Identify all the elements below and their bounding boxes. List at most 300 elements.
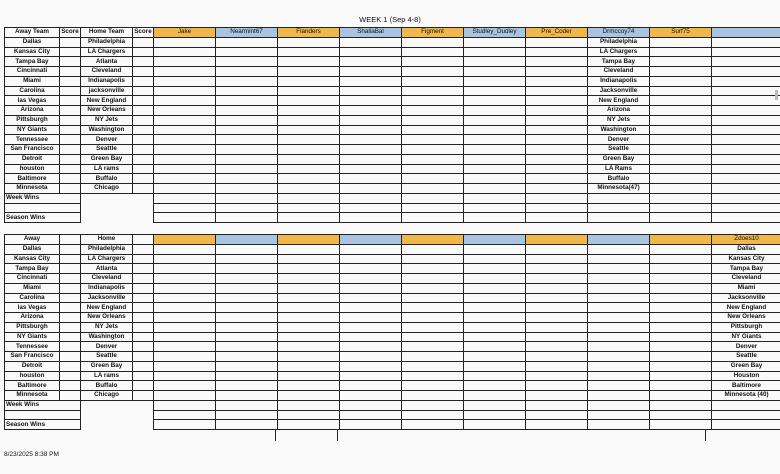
pick-cell[interactable] [216, 391, 278, 401]
pick-cell[interactable] [340, 145, 402, 155]
wins-cell[interactable] [650, 400, 712, 410]
away-score-cell[interactable] [60, 86, 81, 96]
pick-cell[interactable] [216, 274, 278, 284]
pick-cell[interactable] [278, 381, 340, 391]
pick-cell[interactable] [464, 264, 526, 274]
pick-cell[interactable]: Buffalo [588, 174, 650, 184]
pick-cell[interactable] [464, 391, 526, 401]
pick-cell[interactable] [526, 86, 588, 96]
pick-cell[interactable] [216, 283, 278, 293]
pick-cell[interactable] [340, 115, 402, 125]
pick-cell[interactable] [712, 135, 780, 145]
wins-cell[interactable] [402, 400, 464, 410]
wins-cell[interactable] [650, 213, 712, 223]
pick-cell[interactable] [712, 86, 780, 96]
wins-cell[interactable] [154, 203, 216, 213]
home-score-cell[interactable] [133, 283, 154, 293]
pick-cell[interactable] [464, 254, 526, 264]
pick-cell[interactable] [216, 37, 278, 47]
wins-cell[interactable] [340, 213, 402, 223]
pick-cell[interactable] [216, 135, 278, 145]
pick-cell[interactable] [650, 57, 712, 67]
pick-cell[interactable] [464, 96, 526, 106]
wins-cell[interactable] [154, 400, 216, 410]
wins-cell[interactable] [154, 193, 216, 203]
pick-cell[interactable] [464, 76, 526, 86]
away-score-cell[interactable] [60, 283, 81, 293]
pick-cell[interactable] [464, 37, 526, 47]
away-score-cell[interactable] [60, 106, 81, 116]
pick-cell[interactable] [154, 352, 216, 362]
pick-cell[interactable] [526, 57, 588, 67]
pick-cell[interactable]: Green Bay [712, 361, 780, 371]
pick-cell[interactable] [588, 342, 650, 352]
pick-cell[interactable] [402, 154, 464, 164]
home-score-cell[interactable] [133, 293, 154, 303]
pick-cell[interactable] [464, 57, 526, 67]
away-score-cell[interactable] [60, 115, 81, 125]
pick-cell[interactable] [526, 145, 588, 155]
away-score-cell[interactable] [60, 125, 81, 135]
pick-cell[interactable] [650, 174, 712, 184]
pick-cell[interactable] [216, 106, 278, 116]
pick-cell[interactable] [154, 342, 216, 352]
home-score-cell[interactable] [133, 361, 154, 371]
home-score-cell[interactable] [133, 274, 154, 284]
pick-cell[interactable] [154, 361, 216, 371]
home-score-cell[interactable] [133, 342, 154, 352]
pick-cell[interactable] [154, 106, 216, 116]
pick-cell[interactable] [650, 332, 712, 342]
home-score-cell[interactable] [133, 264, 154, 274]
wins-cell[interactable] [588, 420, 650, 430]
pick-cell[interactable] [216, 47, 278, 57]
pick-cell[interactable] [402, 76, 464, 86]
pick-cell[interactable] [154, 381, 216, 391]
pick-cell[interactable] [154, 154, 216, 164]
pick-cell[interactable] [402, 303, 464, 313]
pick-cell[interactable] [216, 164, 278, 174]
home-score-cell[interactable] [133, 371, 154, 381]
pick-cell[interactable] [278, 391, 340, 401]
pick-cell[interactable] [154, 274, 216, 284]
pick-cell[interactable]: New England [588, 96, 650, 106]
wins-cell[interactable] [712, 193, 780, 203]
pick-cell[interactable] [588, 244, 650, 254]
pick-cell[interactable]: Tampa Bay [588, 57, 650, 67]
pick-cell[interactable]: Kansas City [712, 254, 780, 264]
pick-cell[interactable] [154, 371, 216, 381]
pick-cell[interactable]: Miami [712, 283, 780, 293]
wins-cell[interactable] [464, 400, 526, 410]
wins-cell[interactable] [650, 193, 712, 203]
pick-cell[interactable] [588, 391, 650, 401]
pick-cell[interactable]: Houston [712, 371, 780, 381]
wins-cell[interactable] [464, 203, 526, 213]
pick-cell[interactable]: Denver [712, 342, 780, 352]
wins-cell[interactable] [712, 410, 780, 420]
pick-cell[interactable] [278, 154, 340, 164]
wins-cell[interactable] [464, 420, 526, 430]
wins-cell[interactable] [154, 213, 216, 223]
pick-cell[interactable] [402, 164, 464, 174]
pick-cell[interactable] [464, 164, 526, 174]
pick-cell[interactable] [340, 76, 402, 86]
pick-cell[interactable] [526, 244, 588, 254]
pick-cell[interactable] [650, 391, 712, 401]
pick-cell[interactable] [278, 244, 340, 254]
pick-cell[interactable] [340, 244, 402, 254]
pick-cell[interactable] [154, 293, 216, 303]
pick-cell[interactable]: Baltimore [712, 381, 780, 391]
pick-cell[interactable]: Tampa Bay [712, 264, 780, 274]
pick-cell[interactable] [526, 154, 588, 164]
away-score-cell[interactable] [60, 342, 81, 352]
pick-cell[interactable] [216, 322, 278, 332]
pick-cell[interactable] [216, 184, 278, 194]
pick-cell[interactable] [650, 115, 712, 125]
wins-cell[interactable] [588, 400, 650, 410]
pick-cell[interactable] [650, 67, 712, 77]
away-score-cell[interactable] [60, 184, 81, 194]
pick-cell[interactable] [526, 76, 588, 86]
pick-cell[interactable] [712, 184, 780, 194]
pick-cell[interactable] [402, 57, 464, 67]
pick-cell[interactable] [340, 96, 402, 106]
pick-cell[interactable] [526, 37, 588, 47]
pick-cell[interactable] [154, 47, 216, 57]
pick-cell[interactable] [216, 145, 278, 155]
home-score-cell[interactable] [133, 352, 154, 362]
pick-cell[interactable] [402, 184, 464, 194]
pick-cell[interactable] [464, 106, 526, 116]
pick-cell[interactable] [278, 371, 340, 381]
pick-cell[interactable] [588, 313, 650, 323]
pick-cell[interactable] [464, 381, 526, 391]
wins-cell[interactable] [154, 410, 216, 420]
pick-cell[interactable] [712, 47, 780, 57]
pick-cell[interactable] [216, 371, 278, 381]
pick-cell[interactable] [402, 332, 464, 342]
pick-cell[interactable] [278, 322, 340, 332]
wins-cell[interactable] [216, 193, 278, 203]
pick-cell[interactable] [712, 106, 780, 116]
pick-cell[interactable] [340, 274, 402, 284]
pick-cell[interactable]: Jacksonville [712, 293, 780, 303]
pick-cell[interactable] [154, 76, 216, 86]
wins-cell[interactable] [340, 400, 402, 410]
wins-cell[interactable] [464, 193, 526, 203]
pick-cell[interactable] [526, 283, 588, 293]
pick-cell[interactable] [402, 342, 464, 352]
pick-cell[interactable] [278, 283, 340, 293]
pick-cell[interactable] [526, 332, 588, 342]
pick-cell[interactable] [340, 47, 402, 57]
pick-cell[interactable] [464, 244, 526, 254]
wins-cell[interactable] [464, 410, 526, 420]
pick-cell[interactable] [278, 342, 340, 352]
pick-cell[interactable] [650, 106, 712, 116]
pick-cell[interactable] [278, 135, 340, 145]
pick-cell[interactable] [402, 174, 464, 184]
pick-cell[interactable] [402, 274, 464, 284]
pick-cell[interactable] [154, 115, 216, 125]
pick-cell[interactable] [340, 37, 402, 47]
pick-cell[interactable]: LA Rams [588, 164, 650, 174]
pick-cell[interactable] [340, 332, 402, 342]
pick-cell[interactable] [650, 164, 712, 174]
pick-cell[interactable]: Minnesota(47) [588, 184, 650, 194]
home-score-cell[interactable] [133, 174, 154, 184]
pick-cell[interactable] [278, 37, 340, 47]
pick-cell[interactable] [526, 47, 588, 57]
pick-cell[interactable] [650, 352, 712, 362]
pick-cell[interactable] [650, 145, 712, 155]
pick-cell[interactable] [526, 125, 588, 135]
away-score-cell[interactable] [60, 57, 81, 67]
pick-cell[interactable] [464, 352, 526, 362]
away-score-cell[interactable] [60, 313, 81, 323]
pick-cell[interactable] [712, 125, 780, 135]
pick-cell[interactable] [464, 135, 526, 145]
pick-cell[interactable] [464, 86, 526, 96]
pick-cell[interactable] [340, 86, 402, 96]
pick-cell[interactable] [340, 361, 402, 371]
pick-cell[interactable] [650, 254, 712, 264]
away-score-cell[interactable] [60, 371, 81, 381]
pick-cell[interactable] [216, 342, 278, 352]
home-score-cell[interactable] [133, 164, 154, 174]
home-score-cell[interactable] [133, 106, 154, 116]
pick-cell[interactable] [216, 313, 278, 323]
pick-cell[interactable] [402, 293, 464, 303]
pick-cell[interactable] [216, 293, 278, 303]
pick-cell[interactable] [588, 254, 650, 264]
pick-cell[interactable]: NY Giants [712, 332, 780, 342]
pick-cell[interactable]: Seattle [588, 145, 650, 155]
home-score-cell[interactable] [133, 391, 154, 401]
pick-cell[interactable] [216, 76, 278, 86]
pick-cell[interactable] [650, 96, 712, 106]
pick-cell[interactable] [402, 86, 464, 96]
pick-cell[interactable] [154, 184, 216, 194]
pick-cell[interactable] [340, 303, 402, 313]
home-score-cell[interactable] [133, 332, 154, 342]
pick-cell[interactable] [464, 371, 526, 381]
pick-cell[interactable] [278, 313, 340, 323]
pick-cell[interactable]: NY Jets [588, 115, 650, 125]
away-score-cell[interactable] [60, 164, 81, 174]
pick-cell[interactable] [402, 106, 464, 116]
pick-cell[interactable]: New Orleans [712, 313, 780, 323]
wins-cell[interactable] [216, 400, 278, 410]
pick-cell[interactable] [464, 332, 526, 342]
pick-cell[interactable] [464, 154, 526, 164]
pick-cell[interactable] [340, 381, 402, 391]
pick-cell[interactable] [464, 47, 526, 57]
pick-cell[interactable] [712, 76, 780, 86]
pick-cell[interactable] [154, 37, 216, 47]
wins-cell[interactable] [216, 410, 278, 420]
pick-cell[interactable]: Seattle [712, 352, 780, 362]
wins-cell[interactable] [278, 203, 340, 213]
pick-cell[interactable] [154, 174, 216, 184]
pick-cell[interactable] [650, 293, 712, 303]
home-score-cell[interactable] [133, 86, 154, 96]
home-score-cell[interactable] [133, 154, 154, 164]
pick-cell[interactable] [278, 184, 340, 194]
pick-cell[interactable] [340, 322, 402, 332]
pick-cell[interactable] [216, 86, 278, 96]
pick-cell[interactable] [588, 303, 650, 313]
pick-cell[interactable] [402, 264, 464, 274]
wins-cell[interactable] [278, 400, 340, 410]
pick-cell[interactable] [526, 254, 588, 264]
wins-cell[interactable] [526, 400, 588, 410]
home-score-cell[interactable] [133, 313, 154, 323]
pick-cell[interactable] [154, 244, 216, 254]
pick-cell[interactable] [278, 332, 340, 342]
pick-cell[interactable] [340, 264, 402, 274]
pick-cell[interactable] [402, 244, 464, 254]
pick-cell[interactable] [402, 352, 464, 362]
away-score-cell[interactable] [60, 244, 81, 254]
pick-cell[interactable] [340, 135, 402, 145]
pick-cell[interactable] [278, 274, 340, 284]
home-score-cell[interactable] [133, 381, 154, 391]
pick-cell[interactable] [278, 361, 340, 371]
pick-cell[interactable] [278, 174, 340, 184]
pick-cell[interactable]: Dallas [712, 244, 780, 254]
pick-cell[interactable] [464, 313, 526, 323]
pick-cell[interactable]: Jacksonville [588, 86, 650, 96]
away-score-cell[interactable] [60, 322, 81, 332]
pick-cell[interactable] [216, 174, 278, 184]
wins-cell[interactable] [216, 203, 278, 213]
pick-cell[interactable] [526, 174, 588, 184]
pick-cell[interactable]: LA Chargers [588, 47, 650, 57]
pick-cell[interactable]: Denver [588, 135, 650, 145]
pick-cell[interactable] [526, 352, 588, 362]
wins-cell[interactable] [402, 213, 464, 223]
pick-cell[interactable] [464, 274, 526, 284]
pick-cell[interactable] [154, 313, 216, 323]
pick-cell[interactable] [650, 125, 712, 135]
pick-cell[interactable] [340, 352, 402, 362]
home-score-cell[interactable] [133, 115, 154, 125]
pick-cell[interactable] [588, 381, 650, 391]
pick-cell[interactable] [154, 86, 216, 96]
pick-cell[interactable] [712, 96, 780, 106]
pick-cell[interactable] [278, 293, 340, 303]
pick-cell[interactable] [216, 352, 278, 362]
home-score-cell[interactable] [133, 254, 154, 264]
pick-cell[interactable] [464, 303, 526, 313]
pick-cell[interactable] [526, 184, 588, 194]
wins-cell[interactable] [216, 420, 278, 430]
pick-cell[interactable] [278, 96, 340, 106]
away-score-cell[interactable] [60, 293, 81, 303]
pick-cell[interactable] [154, 322, 216, 332]
wins-cell[interactable] [340, 193, 402, 203]
pick-cell[interactable] [340, 254, 402, 264]
pick-cell[interactable] [402, 313, 464, 323]
pick-cell[interactable] [216, 96, 278, 106]
pick-cell[interactable] [402, 145, 464, 155]
away-score-cell[interactable] [60, 352, 81, 362]
pick-cell[interactable]: Philadelphia [588, 37, 650, 47]
pick-cell[interactable] [154, 303, 216, 313]
pick-cell[interactable] [650, 313, 712, 323]
pick-cell[interactable] [402, 283, 464, 293]
pick-cell[interactable]: Minnesota (40) [712, 391, 780, 401]
pick-cell[interactable] [650, 184, 712, 194]
home-score-cell[interactable] [133, 67, 154, 77]
pick-cell[interactable] [526, 67, 588, 77]
pick-cell[interactable] [588, 283, 650, 293]
pick-cell[interactable] [340, 313, 402, 323]
pick-cell[interactable] [402, 322, 464, 332]
pick-cell[interactable] [402, 47, 464, 57]
pick-cell[interactable] [154, 135, 216, 145]
pick-cell[interactable] [278, 303, 340, 313]
wins-cell[interactable] [278, 193, 340, 203]
pick-cell[interactable] [650, 361, 712, 371]
pick-cell[interactable] [526, 106, 588, 116]
wins-cell[interactable] [526, 213, 588, 223]
pick-cell[interactable] [402, 391, 464, 401]
pick-cell[interactable] [526, 381, 588, 391]
pick-cell[interactable] [650, 76, 712, 86]
pick-cell[interactable] [402, 381, 464, 391]
wins-cell[interactable] [278, 420, 340, 430]
pick-cell[interactable] [216, 303, 278, 313]
pick-cell[interactable] [650, 283, 712, 293]
pick-cell[interactable] [278, 47, 340, 57]
pick-cell[interactable] [278, 264, 340, 274]
pick-cell[interactable] [712, 67, 780, 77]
wins-cell[interactable] [526, 203, 588, 213]
pick-cell[interactable] [340, 342, 402, 352]
wins-cell[interactable] [154, 420, 216, 430]
pick-cell[interactable] [464, 283, 526, 293]
pick-cell[interactable] [712, 145, 780, 155]
pick-cell[interactable] [526, 342, 588, 352]
home-score-cell[interactable] [133, 57, 154, 67]
pick-cell[interactable] [588, 352, 650, 362]
pick-cell[interactable] [464, 125, 526, 135]
pick-cell[interactable] [650, 322, 712, 332]
wins-cell[interactable] [526, 410, 588, 420]
pick-cell[interactable] [402, 125, 464, 135]
wins-cell[interactable] [340, 420, 402, 430]
wins-cell[interactable] [650, 203, 712, 213]
pick-cell[interactable] [712, 37, 780, 47]
wins-cell[interactable] [712, 400, 780, 410]
wins-cell[interactable] [712, 420, 780, 430]
wins-cell[interactable] [464, 213, 526, 223]
pick-cell[interactable] [712, 164, 780, 174]
home-score-cell[interactable] [133, 135, 154, 145]
pick-cell[interactable] [278, 352, 340, 362]
pick-cell[interactable] [526, 115, 588, 125]
pick-cell[interactable] [650, 264, 712, 274]
pick-cell[interactable] [402, 96, 464, 106]
pick-cell[interactable] [650, 244, 712, 254]
pick-cell[interactable] [464, 361, 526, 371]
pick-cell[interactable] [216, 254, 278, 264]
pick-cell[interactable] [216, 57, 278, 67]
